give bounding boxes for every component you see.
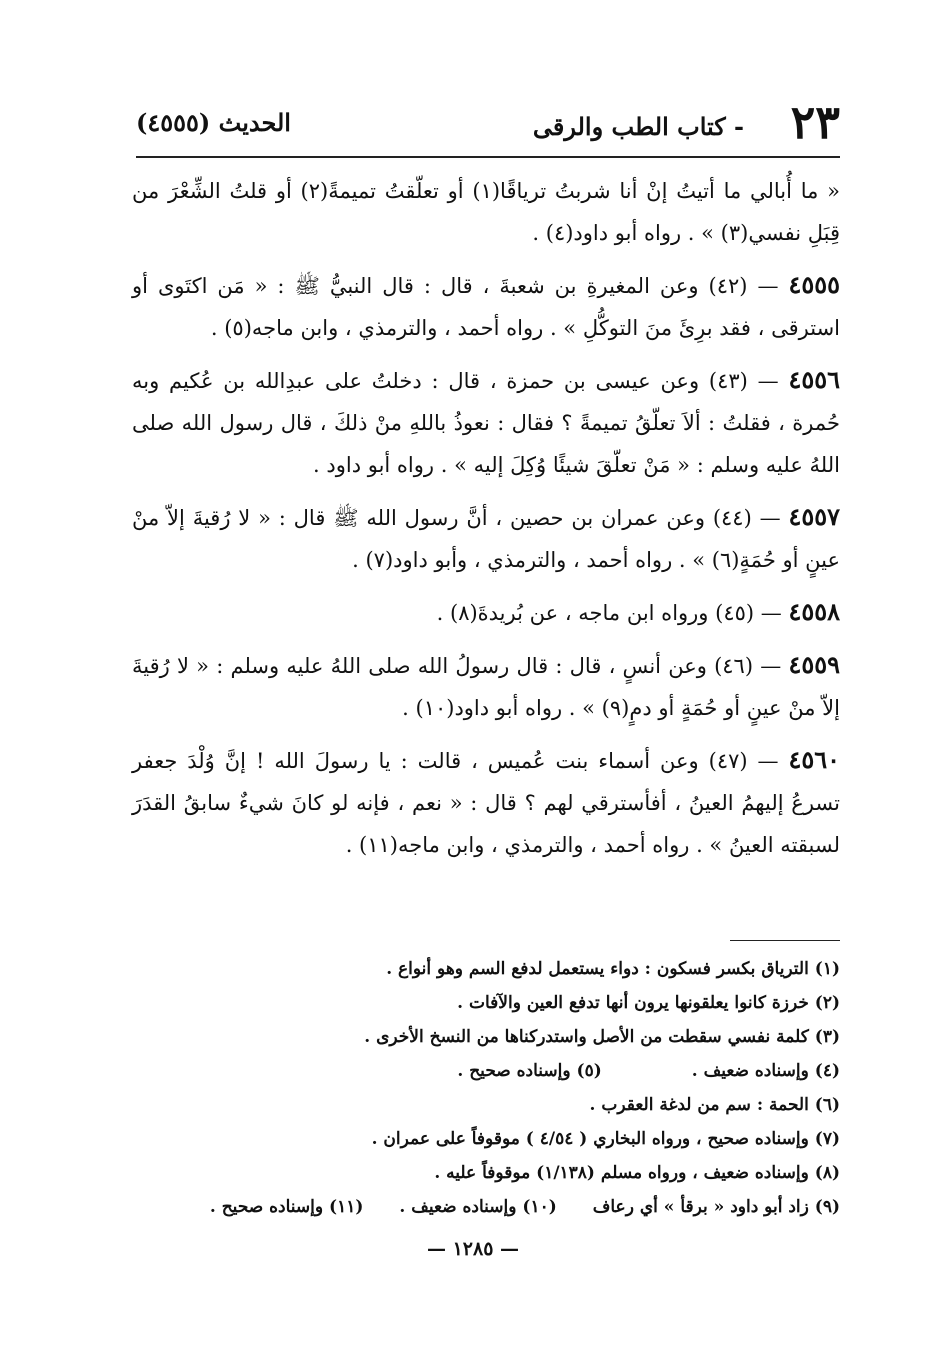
chapter-title: - كتاب الطب والرقى	[532, 112, 744, 141]
hadith-4559	[132, 644, 840, 729]
running-header	[136, 96, 840, 158]
main-text	[132, 170, 840, 876]
paragraph-text: — (٤٢) وعن المغيرةِ بن شعبةَ ، قال : قال النبيُّ ﷺ : « مَن اكتَوى أو استرقى ، فقد برِئَ منَ التوكُّلِ » . رواه أحمد ، والترمذي ، وابن ماجه(٥) .	[132, 274, 840, 340]
hadith-number: ٤٥٥٧	[788, 502, 841, 531]
footnote-row	[130, 1054, 840, 1088]
footnote: (٨) وإسناده ضعيف ، ورواه مسلم (١/١٣٨) موقوفاً عليه .	[434, 1163, 840, 1183]
footnote: (٩) زاد أبو داود « برقأ » أي رعاف	[592, 1197, 840, 1217]
hadith-number: ٤٥٥٨	[788, 597, 840, 626]
footnote: (٦) الحمة : سم من لدغة العقرب .	[589, 1095, 840, 1115]
footnote: (٤) وإسناده ضعيف .	[691, 1061, 840, 1081]
page-number: — ١٢٨٥ —	[426, 1238, 520, 1260]
footnote: (١٠) وإسناده ضعيف .	[399, 1197, 557, 1217]
hadith-4558	[132, 591, 840, 634]
hadith-range: الحديث (٤٥٥٥)	[136, 108, 291, 137]
footnote-divider	[730, 940, 840, 941]
paragraph-text: — (٤٤) وعن عمران بن حصين ، أنَّ رسول الله ﷺ قال : « لا رُقيةَ إلاّ منْ عينٍ أو حُمَةٍ(٦) » . رواه أحمد ، والترمذي ، وأبو داود(٧) .	[132, 506, 840, 572]
paragraph-text: — (٤٥) ورواه ابن ماجه ، عن بُريدةَ(٨) .	[436, 601, 789, 625]
chapter-number: ٢٣	[790, 95, 840, 149]
hadith-4557	[132, 496, 840, 581]
hadith-4560	[132, 739, 840, 866]
paragraph-text: — (٤٧) وعن أسماء بنت عُميس ، قالت : يا رسولَ الله ! إنَّ وُلْدَ جعفر تسرعُ إليهمُ العينُ ، أفأسترقي لهم ؟ قال : « نعم ، فإنه لو كانَ شيءٌ سابقُ القدَرَ لسبقته العينُ » . رواه أحمد ، والترمذي ، وابن ماجه(١١) .	[132, 749, 840, 857]
footnote: (٣) كلمة نفسي سقطت من الأصل واستدركناها من النسخ الأخرى .	[364, 1027, 840, 1047]
hadith-4556	[132, 359, 840, 486]
footnote: (٢) خرزة كانوا يعلقونها يرون أنها تدفع العين والآفات .	[457, 993, 840, 1013]
footnote: (١١) وإسناده صحيح .	[209, 1197, 364, 1217]
footnote: (٥) وإسناده صحيح .	[457, 1061, 602, 1081]
hadith-number: ٤٥٥٥	[788, 270, 841, 299]
hadith-continuation	[132, 170, 840, 254]
paragraph-text: « ما أُبالي ما أتيتُ إنْ أنا شربتُ ترياقًا(١) أو تعلّقتُ تميمةً(٢) أو قلتُ الشِّعْرَ من قِبَلِ نفسي(٣) » . رواه أبو داود(٤) .	[132, 179, 840, 245]
hadith-number: ٤٥٥٦	[788, 365, 840, 394]
paragraph-text: — (٤٣) وعن عيسى بن حمزة ، قال : دخلتُ على عبدِالله بن عُكيم وبه حُمرة ، فقلتُ : ألاَ تعلّقُ تميمةً ؟ فقال : نعوذُ باللهِ منْ ذلكَ ، قال رسول الله صلى اللهُ عليه وسلم : « مَنْ تعلّقَ شيئًا وُكِلَ إليه » . رواه أبو داود .	[132, 369, 840, 477]
hadith-4555	[132, 264, 840, 349]
footnote-row	[130, 1190, 840, 1224]
footnote: (٧) وإسناده صحيح ، ورواه البخاري ( ٤/٥٤ ) موقوفاً على عمران .	[371, 1129, 840, 1149]
paragraph-text: — (٤٦) وعن أنسٍ ، قال : قال رسولُ الله صلى اللهُ عليه وسلم : « لا رُقيةَ إلاّ منْ عينٍ أو حُمَةٍ أو دمٍ(٩) » . رواه أبو داود(١٠) .	[132, 654, 840, 720]
hadith-number: ٤٥٦٠	[788, 745, 841, 774]
footnote: (١) الترياق بكسر فسكون : دواء يستعمل لدفع السم وهو أنواع .	[386, 959, 840, 979]
hadith-number: ٤٥٥٩	[788, 650, 840, 679]
footnotes	[130, 952, 840, 1224]
